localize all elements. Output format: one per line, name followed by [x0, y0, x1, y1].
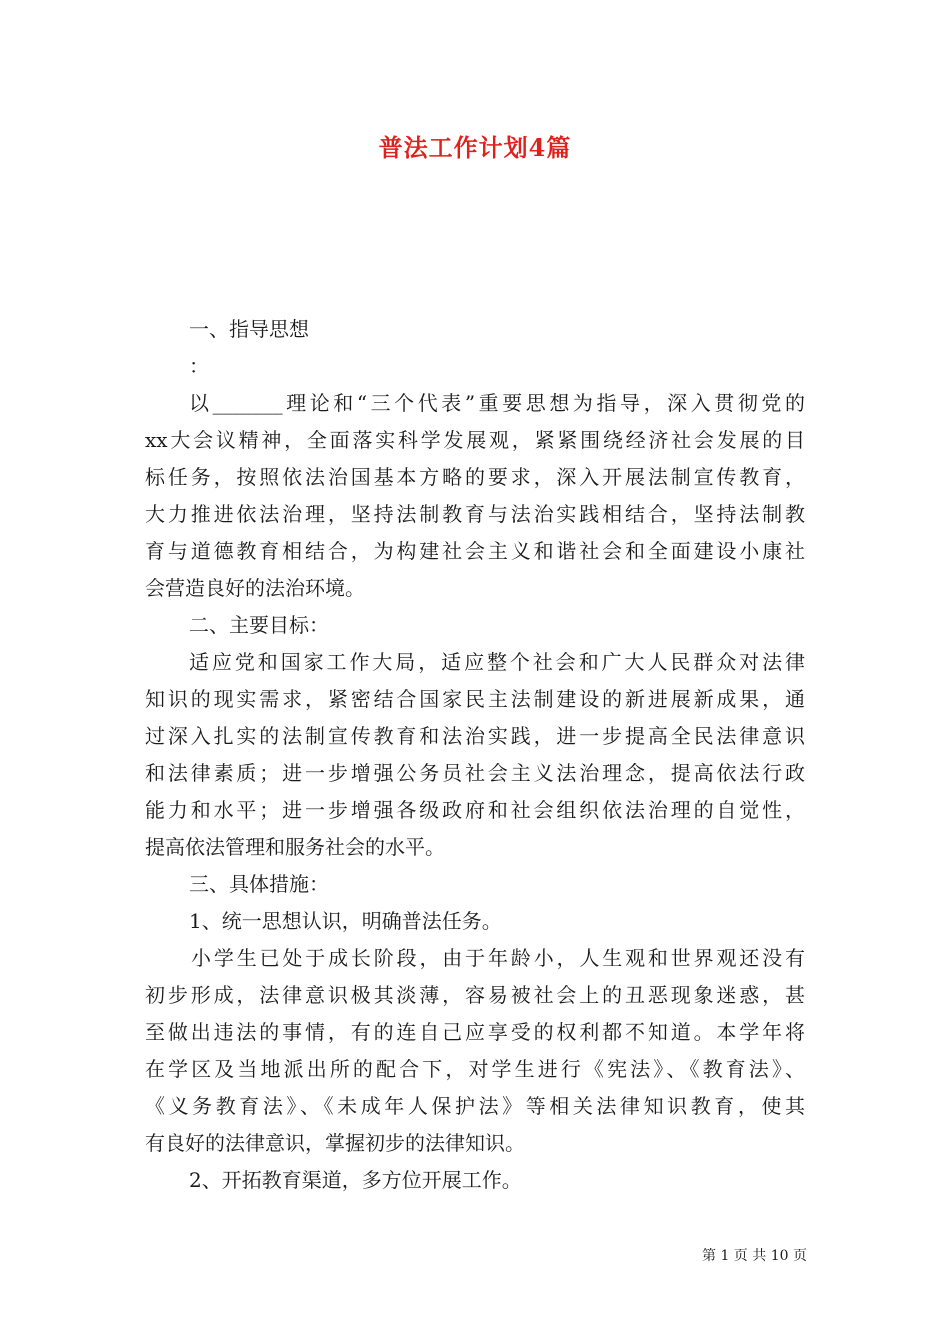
text-line: 标任务，按照依法治国基本方略的要求，深入开展法制宣传教育， [145, 465, 805, 489]
text-line: 有良好的法律意识，掌握初步的法律知识。 [145, 1131, 525, 1155]
text-line: 初步形成，法律意识极其淡薄，容易被社会上的丑恶现象迷惑，甚 [145, 983, 805, 1007]
text-line: 至做出违法的事情，有的连自己应享受的权利都不知道。本学年将 [145, 1020, 805, 1044]
text-line: xx大会议精神，全面落实科学发展观，紧紧围绕经济社会发展的目 [145, 428, 805, 452]
subheading-measure-2: 2、开拓教育渠道，多方位开展工作。 [189, 1168, 522, 1192]
text-line: 《义务教育法》、《未成年人保护法》等相关法律知识教育，使其 [145, 1094, 805, 1118]
document-title: 普法工作计划4篇 [378, 133, 572, 162]
text-line: 以_______理论和“三个代表”重要思想为指导，深入贯彻党的 [189, 391, 805, 415]
text-line: 和法律素质；进一步增强公务员社会主义法治理念，提高依法行政 [145, 761, 805, 785]
heading-main-goals: 二、主要目标： [189, 613, 329, 637]
heading-guiding-thought: 一、指导思想 [189, 317, 309, 341]
text-line: 大力推进依法治理，坚持法制教育与法治实践相结合，坚持法制教 [145, 502, 805, 526]
text-line: 适应党和国家工作大局，适应整个社会和广大人民群众对法律 [189, 650, 805, 674]
subheading-measure-1: 1、统一思想认识，明确普法任务。 [189, 909, 502, 933]
text-line: 会营造良好的法治环境。 [145, 576, 365, 600]
text-line: 能力和水平；进一步增强各级政府和社会组织依法治理的自觉性， [145, 798, 805, 822]
document-body [145, 311, 805, 1199]
page-number-footer: 第 1 页 共 10 页 [702, 1248, 807, 1264]
text-line: 过深入扎实的法制宣传教育和法治实践，进一步提高全民法律意识 [145, 724, 805, 748]
text-line: 小学生已处于成长阶段，由于年龄小，人生观和世界观还没有 [191, 946, 805, 970]
text-line: 提高依法管理和服务社会的水平。 [145, 835, 445, 859]
text-line: 在学区及当地派出所的配合下，对学生进行《宪法》、《教育法》、 [145, 1057, 805, 1081]
text-line: ： [189, 354, 209, 378]
heading-specific-measures: 三、具体措施： [189, 872, 329, 896]
text-line: 育与道德教育相结合，为构建社会主义和谐社会和全面建设小康社 [145, 539, 805, 563]
text-line: 知识的现实需求，紧密结合国家民主法制建设的新进展新成果，通 [145, 687, 805, 711]
